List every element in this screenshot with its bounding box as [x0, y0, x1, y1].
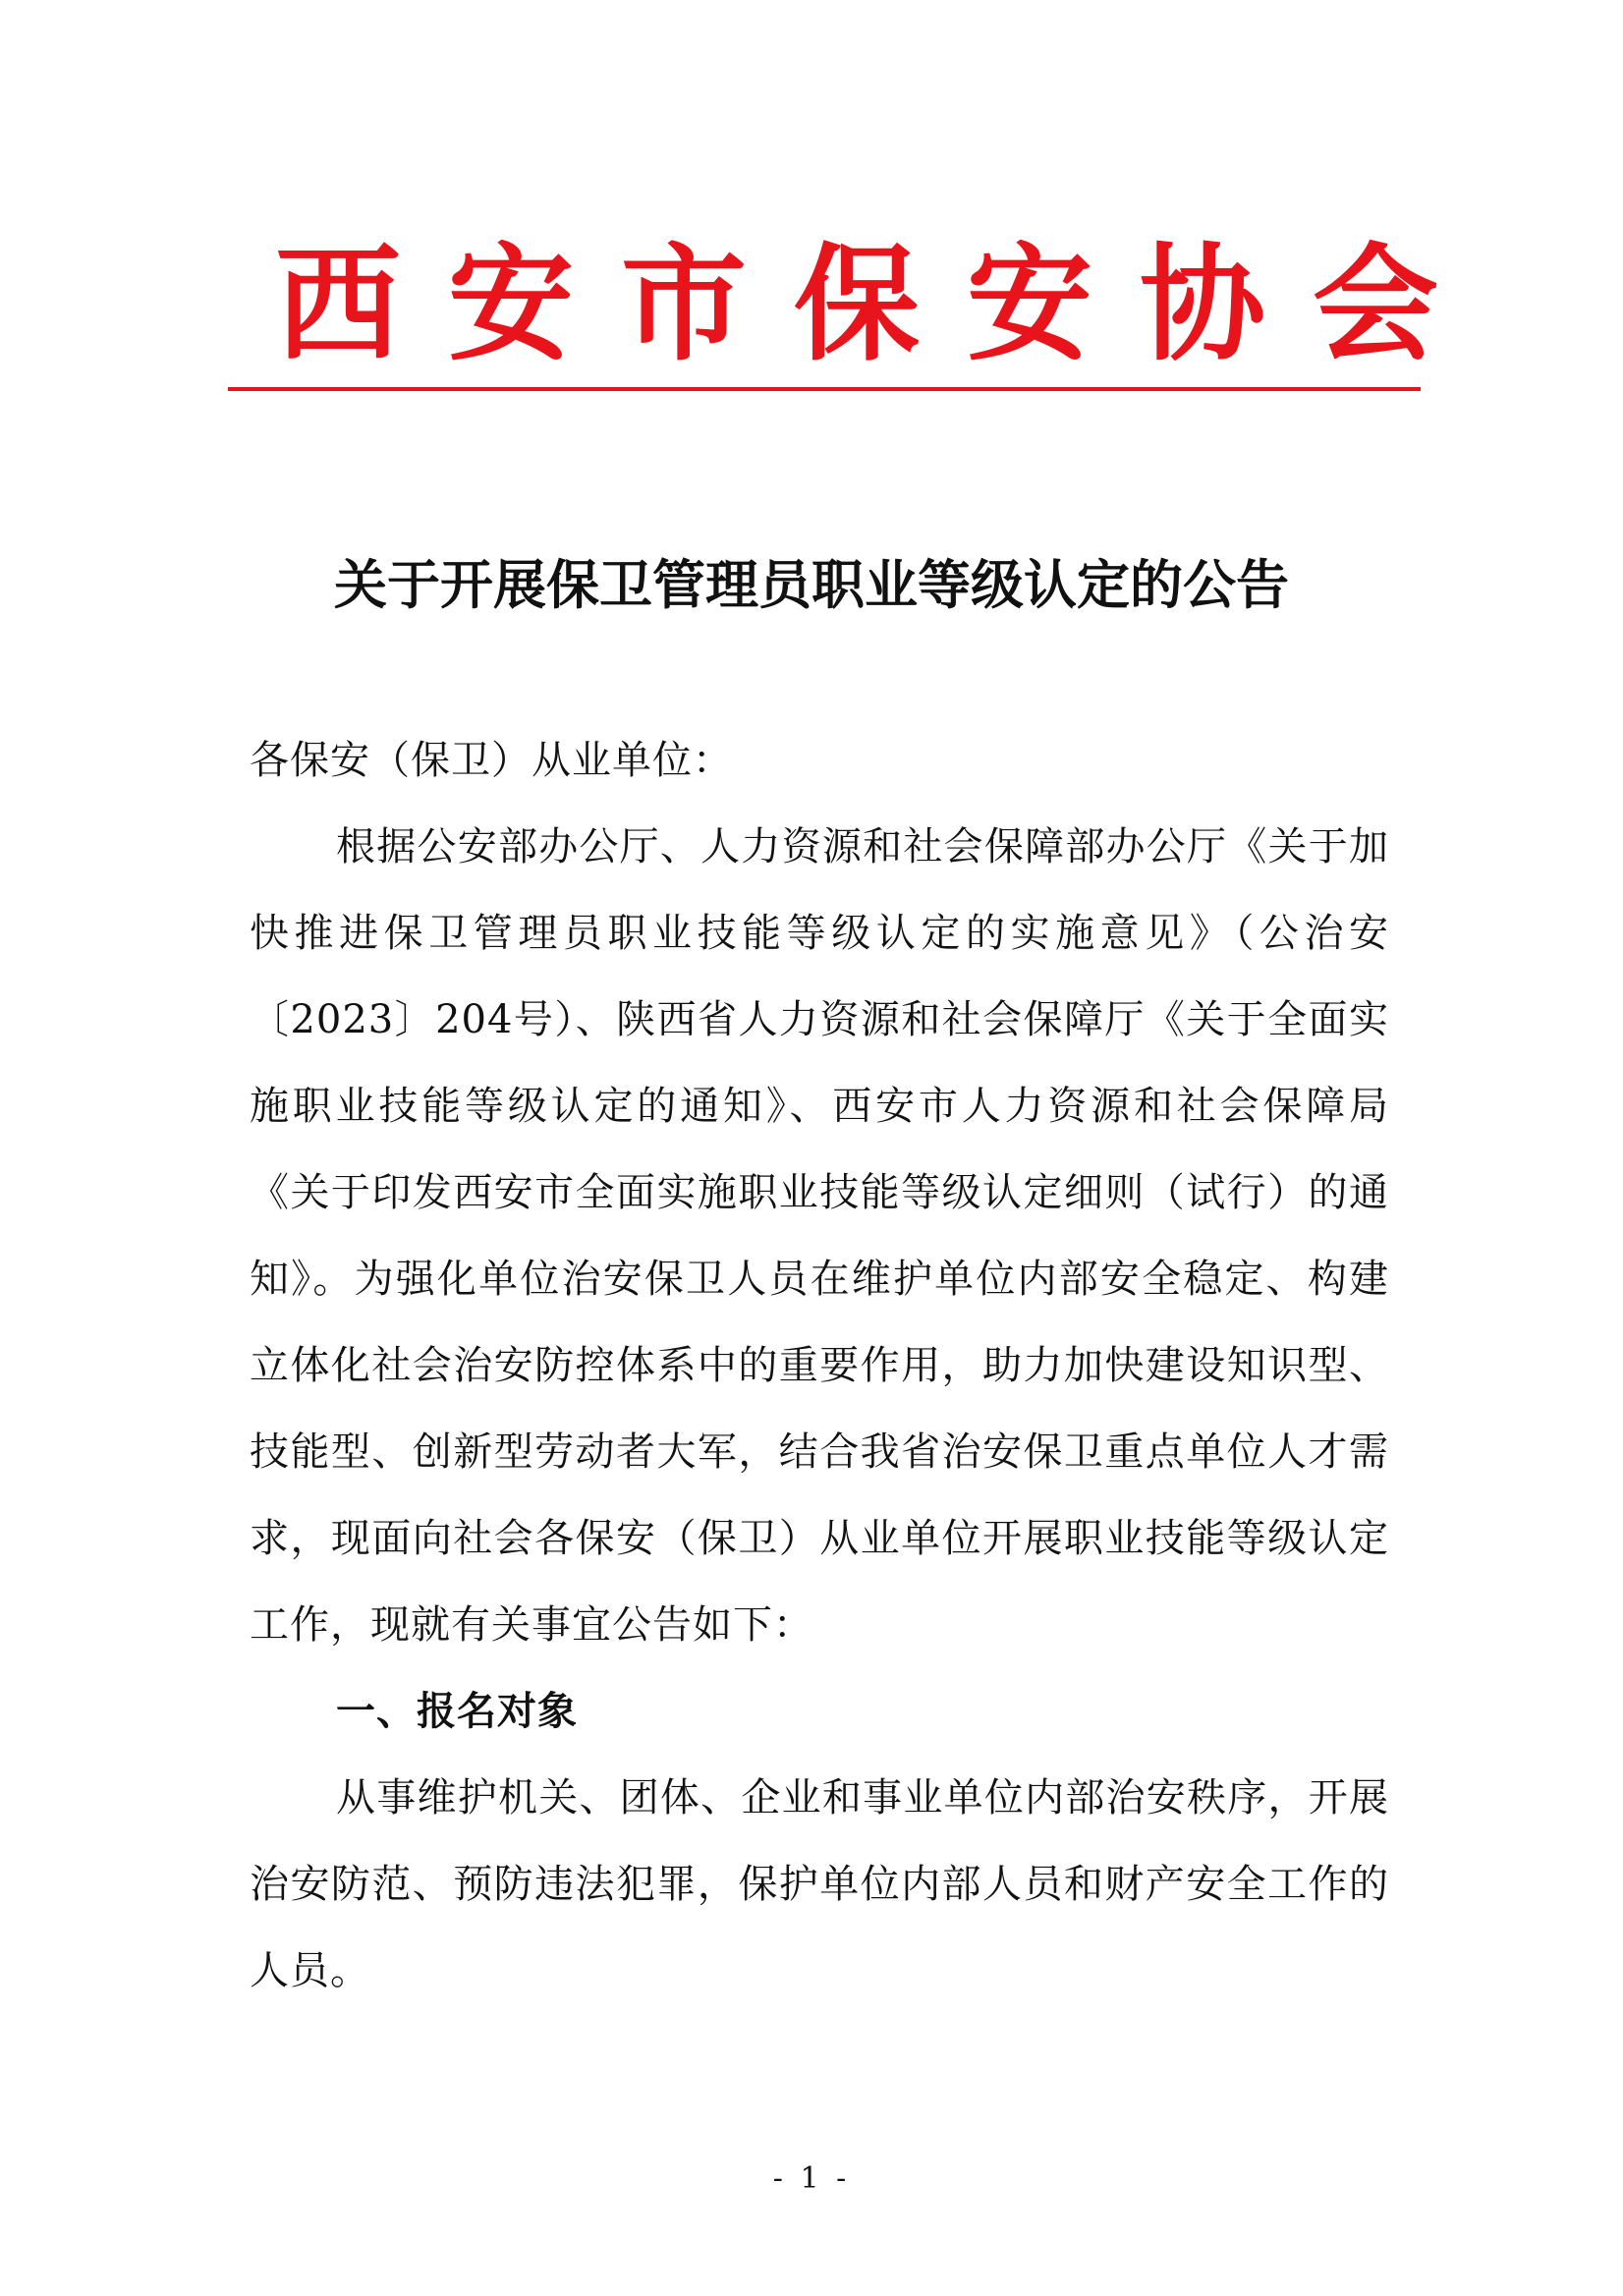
document-title: 关于开展保卫管理员职业等级认定的公告 [334, 553, 1289, 616]
section-paragraph: 从事维护机关、团体、企业和事业单位内部治安秩序，开展治安防范、预防违法犯罪，保护单位内部人员和财产安全工作的人员。 [250, 1775, 1389, 1993]
section-heading: 一、报名对象 [336, 1689, 578, 1734]
document-body [250, 717, 1389, 2014]
letterhead [228, 232, 1486, 399]
page-number: - 1 - [772, 2161, 851, 2196]
body-paragraph: 根据公安部办公厅、人力资源和社会保障部办公厅《关于加快推进保卫管理员职业技能等级认定的实施意见》（公治安〔2023〕204号）、陕西省人力资源和社会保障厅《关于全面实施职业技能等级认定的通知》、西安市人力资源和社会保障局《关于印发西安市全面实施职业技能等级认定细则（试行）的通知》。为强化单位治安保卫人员在维护单位内部安全稳定、构建立体化社会治安防控体系中的重要作用，助力加快建设知识型、技能型、创新型劳动者大军，结合我省治安保卫重点单位人才需求，现面向社会各保安（保卫）从业单位开展职业技能等级认定工作，现就有关事宜公告如下： [250, 824, 1389, 1648]
salutation: 各保安（保卫）从业单位： [250, 738, 733, 783]
letterhead-red-rule [228, 387, 1421, 391]
organization-name: 西安市保安协会 [275, 232, 1486, 378]
